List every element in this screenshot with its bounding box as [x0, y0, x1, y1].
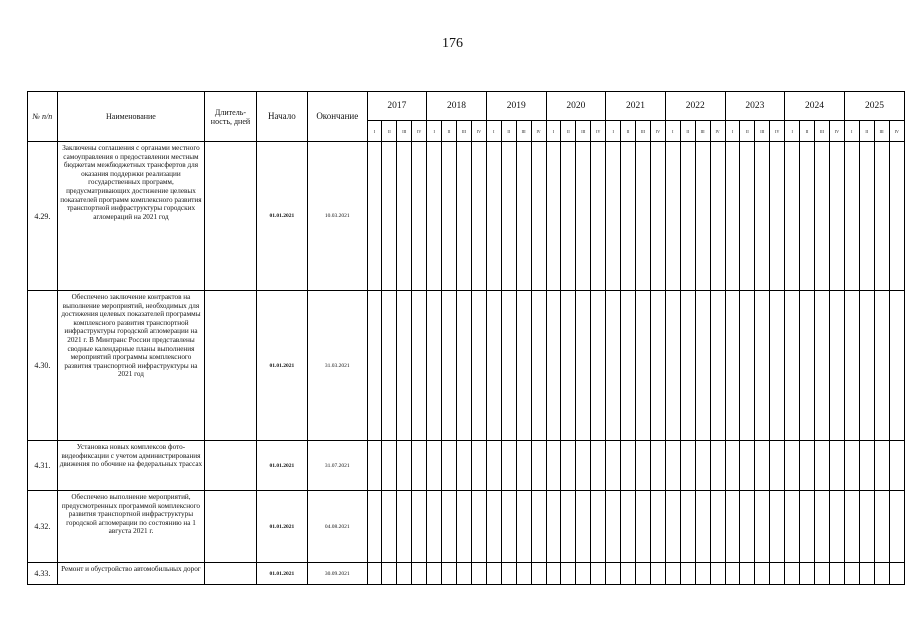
gantt-cell: [427, 563, 442, 585]
year-header: 2025: [844, 92, 904, 121]
gantt-cell: [635, 563, 650, 585]
gantt-cell: [456, 142, 471, 291]
row-number: 4.33.: [28, 563, 58, 585]
gantt-cell: [382, 142, 397, 291]
gantt-cell: [576, 441, 591, 491]
gantt-cell: [591, 491, 606, 563]
gantt-cell: [740, 491, 755, 563]
gantt-cell: [695, 291, 710, 441]
gantt-cell: [397, 441, 412, 491]
gantt-cell: [591, 441, 606, 491]
row-start-date: 01.01.2021: [256, 142, 307, 291]
header-duration: Длитель-ность, дней: [205, 92, 256, 142]
gantt-cell: [680, 491, 695, 563]
gantt-cell: [516, 491, 531, 563]
quarter-header: I: [427, 121, 442, 142]
gantt-cell: [606, 441, 621, 491]
gantt-cell: [695, 563, 710, 585]
gantt-cell: [397, 142, 412, 291]
gantt-cell: [680, 142, 695, 291]
year-header: 2023: [725, 92, 785, 121]
gantt-cell: [516, 563, 531, 585]
gantt-cell: [486, 491, 501, 563]
quarter-header: IV: [471, 121, 486, 142]
gantt-cell: [471, 291, 486, 441]
gantt-cell: [725, 563, 740, 585]
quarter-header: III: [695, 121, 710, 142]
page-number: 176: [442, 36, 463, 51]
row-name: Заключены соглашения с органами местного самоуправления о предоставлении местным бюджетам межбюджетных трансфертов для оказания поддержки реализации государственных программ, предусматривающих достижение целевых показателей программ комплексного развития транспортной инфраструктуры городских агломераций на 2021 год: [57, 142, 205, 291]
gantt-cell: [680, 291, 695, 441]
gantt-cell: [501, 291, 516, 441]
quarter-header: I: [844, 121, 859, 142]
gantt-cell: [650, 441, 665, 491]
gantt-cell: [755, 563, 770, 585]
gantt-cell: [755, 491, 770, 563]
gantt-cell: [755, 291, 770, 441]
gantt-cell: [382, 491, 397, 563]
gantt-cell: [755, 441, 770, 491]
gantt-cell: [859, 291, 874, 441]
gantt-cell: [427, 441, 442, 491]
quarter-header: IV: [412, 121, 427, 142]
gantt-cell: [412, 142, 427, 291]
gantt-cell: [561, 142, 576, 291]
gantt-cell: [427, 142, 442, 291]
gantt-cell: [621, 491, 636, 563]
gantt-cell: [874, 142, 889, 291]
quarter-header: II: [621, 121, 636, 142]
gantt-cell: [471, 142, 486, 291]
gantt-cell: [367, 563, 382, 585]
gantt-cell: [859, 142, 874, 291]
schedule-table: [27, 91, 905, 585]
header-name: Наименование: [57, 92, 205, 142]
gantt-cell: [367, 441, 382, 491]
gantt-cell: [621, 291, 636, 441]
row-end-date: 10.03.2021: [308, 142, 368, 291]
gantt-cell: [621, 563, 636, 585]
gantt-cell: [561, 291, 576, 441]
row-start-date: 01.01.2021: [256, 491, 307, 563]
gantt-cell: [889, 291, 904, 441]
gantt-cell: [800, 441, 815, 491]
quarter-header: IV: [889, 121, 904, 142]
quarter-header: IV: [531, 121, 546, 142]
gantt-cell: [710, 491, 725, 563]
gantt-cell: [829, 563, 844, 585]
row-name: Установка новых комплексов фото-видеофиксации с учетом администрирования движения по обочине на федеральных трассах: [57, 441, 205, 491]
gantt-cell: [546, 291, 561, 441]
gantt-cell: [740, 441, 755, 491]
quarter-header: III: [635, 121, 650, 142]
year-header: 2019: [486, 92, 546, 121]
gantt-cell: [770, 563, 785, 585]
gantt-cell: [486, 563, 501, 585]
gantt-cell: [516, 291, 531, 441]
gantt-cell: [829, 441, 844, 491]
gantt-cell: [382, 441, 397, 491]
gantt-cell: [829, 142, 844, 291]
gantt-cell: [397, 291, 412, 441]
gantt-cell: [382, 563, 397, 585]
gantt-cell: [815, 563, 830, 585]
gantt-cell: [531, 563, 546, 585]
gantt-cell: [591, 142, 606, 291]
gantt-cell: [546, 563, 561, 585]
gantt-cell: [412, 291, 427, 441]
gantt-cell: [800, 491, 815, 563]
quarter-header: IV: [591, 121, 606, 142]
gantt-cell: [621, 441, 636, 491]
gantt-cell: [889, 441, 904, 491]
gantt-cell: [785, 491, 800, 563]
gantt-cell: [740, 142, 755, 291]
gantt-cell: [650, 563, 665, 585]
gantt-cell: [456, 441, 471, 491]
gantt-cell: [785, 291, 800, 441]
header-num: № п/п: [28, 92, 58, 142]
gantt-cell: [561, 441, 576, 491]
gantt-cell: [635, 441, 650, 491]
gantt-cell: [471, 441, 486, 491]
row-number: 4.32.: [28, 491, 58, 563]
gantt-cell: [665, 491, 680, 563]
row-start-date: 01.01.2021: [256, 563, 307, 585]
gantt-cell: [516, 142, 531, 291]
gantt-cell: [725, 291, 740, 441]
row-start-date: 01.01.2021: [256, 441, 307, 491]
gantt-cell: [486, 441, 501, 491]
quarter-header: III: [755, 121, 770, 142]
gantt-cell: [382, 291, 397, 441]
row-duration: [205, 441, 256, 491]
quarter-header: II: [442, 121, 457, 142]
quarter-header: I: [367, 121, 382, 142]
gantt-cell: [412, 441, 427, 491]
gantt-cell: [576, 563, 591, 585]
gantt-cell: [770, 291, 785, 441]
gantt-cell: [606, 291, 621, 441]
gantt-cell: [442, 291, 457, 441]
year-header: 2018: [427, 92, 487, 121]
gantt-cell: [725, 142, 740, 291]
row-end-date: 31.03.2021: [308, 291, 368, 441]
quarter-header: III: [874, 121, 889, 142]
gantt-cell: [844, 291, 859, 441]
gantt-cell: [442, 142, 457, 291]
gantt-cell: [621, 142, 636, 291]
quarter-header: IV: [770, 121, 785, 142]
gantt-cell: [591, 291, 606, 441]
quarter-header: I: [725, 121, 740, 142]
row-duration: [205, 563, 256, 585]
quarter-header: I: [785, 121, 800, 142]
quarter-header: I: [486, 121, 501, 142]
gantt-cell: [725, 491, 740, 563]
gantt-cell: [367, 142, 382, 291]
quarter-header: II: [740, 121, 755, 142]
gantt-cell: [680, 441, 695, 491]
row-name: Обеспечено выполнение мероприятий, предусмотренных программой комплексного развития транспортной инфраструктуры городской агломерации по состоянию на 1 августа 2021 г.: [57, 491, 205, 563]
quarter-header: II: [680, 121, 695, 142]
quarter-header: I: [665, 121, 680, 142]
gantt-cell: [695, 441, 710, 491]
gantt-cell: [844, 563, 859, 585]
gantt-cell: [531, 142, 546, 291]
gantt-cell: [785, 563, 800, 585]
gantt-cell: [531, 291, 546, 441]
row-number: 4.30.: [28, 291, 58, 441]
table-row: [28, 563, 905, 585]
gantt-cell: [844, 142, 859, 291]
quarter-header: I: [606, 121, 621, 142]
header-end: Окончание: [308, 92, 368, 142]
gantt-cell: [829, 491, 844, 563]
gantt-cell: [576, 291, 591, 441]
gantt-cell: [606, 142, 621, 291]
row-number: 4.31.: [28, 441, 58, 491]
gantt-cell: [889, 491, 904, 563]
gantt-cell: [486, 142, 501, 291]
gantt-cell: [442, 563, 457, 585]
gantt-cell: [859, 441, 874, 491]
gantt-cell: [606, 563, 621, 585]
gantt-cell: [442, 491, 457, 563]
gantt-cell: [635, 491, 650, 563]
gantt-cell: [800, 291, 815, 441]
gantt-cell: [531, 491, 546, 563]
row-end-date: 31.07.2021: [308, 441, 368, 491]
gantt-cell: [531, 441, 546, 491]
gantt-cell: [546, 441, 561, 491]
gantt-cell: [785, 441, 800, 491]
gantt-cell: [710, 291, 725, 441]
gantt-cell: [800, 142, 815, 291]
gantt-cell: [471, 563, 486, 585]
gantt-cell: [635, 142, 650, 291]
gantt-cell: [740, 291, 755, 441]
gantt-cell: [785, 142, 800, 291]
gantt-cell: [874, 291, 889, 441]
quarter-header: III: [516, 121, 531, 142]
table-row: [28, 491, 905, 563]
year-header: 2022: [665, 92, 725, 121]
gantt-cell: [546, 142, 561, 291]
gantt-cell: [397, 563, 412, 585]
gantt-cell: [471, 491, 486, 563]
gantt-cell: [710, 441, 725, 491]
row-end-date: 04.08.2021: [308, 491, 368, 563]
gantt-cell: [889, 142, 904, 291]
quarter-header: III: [815, 121, 830, 142]
gantt-cell: [710, 563, 725, 585]
row-name: Обеспечено заключение контрактов на выполнение мероприятий, необходимых для достижения целевых показателей программы комплексного развития транспортной инфраструктуры городской агломерации на 2021 г. В Минтранс России представлены сводные календарные планы выполнения мероприятий программы комплексного развития транспортной инфраструктуры на 2021 год: [57, 291, 205, 441]
gantt-cell: [442, 441, 457, 491]
gantt-cell: [546, 491, 561, 563]
gantt-cell: [456, 291, 471, 441]
gantt-cell: [367, 291, 382, 441]
gantt-cell: [591, 563, 606, 585]
year-header: 2020: [546, 92, 606, 121]
gantt-cell: [844, 441, 859, 491]
table-row: [28, 142, 905, 291]
row-duration: [205, 291, 256, 441]
row-end-date: 30.09.2021: [308, 563, 368, 585]
year-header: 2021: [606, 92, 666, 121]
gantt-cell: [874, 441, 889, 491]
gantt-cell: [665, 441, 680, 491]
quarter-header: II: [561, 121, 576, 142]
gantt-cell: [412, 563, 427, 585]
row-name: Ремонт и обустройство автомобильных дорог: [57, 563, 205, 585]
table-row: [28, 441, 905, 491]
quarter-header: III: [397, 121, 412, 142]
header-start: Начало: [256, 92, 307, 142]
gantt-cell: [397, 491, 412, 563]
gantt-cell: [665, 142, 680, 291]
gantt-cell: [889, 563, 904, 585]
gantt-cell: [755, 142, 770, 291]
quarter-header: IV: [710, 121, 725, 142]
gantt-cell: [874, 563, 889, 585]
quarter-header: II: [501, 121, 516, 142]
quarter-header: I: [546, 121, 561, 142]
gantt-cell: [770, 491, 785, 563]
gantt-cell: [740, 563, 755, 585]
gantt-cell: [367, 491, 382, 563]
gantt-cell: [427, 491, 442, 563]
gantt-cell: [665, 563, 680, 585]
gantt-cell: [859, 563, 874, 585]
gantt-cell: [427, 291, 442, 441]
gantt-cell: [770, 441, 785, 491]
year-header: 2024: [785, 92, 845, 121]
quarter-header: II: [800, 121, 815, 142]
row-start-date: 01.01.2021: [256, 291, 307, 441]
quarter-header: III: [576, 121, 591, 142]
row-number: 4.29.: [28, 142, 58, 291]
gantt-cell: [650, 491, 665, 563]
quarter-header: II: [382, 121, 397, 142]
year-header: 2017: [367, 92, 427, 121]
gantt-cell: [725, 441, 740, 491]
gantt-cell: [815, 491, 830, 563]
row-duration: [205, 142, 256, 291]
gantt-cell: [650, 142, 665, 291]
header-row: [28, 92, 905, 121]
gantt-cell: [695, 142, 710, 291]
quarter-header: IV: [650, 121, 665, 142]
gantt-cell: [710, 142, 725, 291]
gantt-cell: [576, 491, 591, 563]
gantt-cell: [501, 491, 516, 563]
gantt-cell: [561, 563, 576, 585]
gantt-cell: [874, 491, 889, 563]
gantt-cell: [606, 491, 621, 563]
gantt-cell: [650, 291, 665, 441]
quarter-header: III: [456, 121, 471, 142]
gantt-cell: [576, 142, 591, 291]
gantt-cell: [456, 563, 471, 585]
quarter-header: IV: [829, 121, 844, 142]
gantt-cell: [456, 491, 471, 563]
gantt-cell: [561, 491, 576, 563]
gantt-cell: [516, 441, 531, 491]
row-duration: [205, 491, 256, 563]
gantt-cell: [501, 563, 516, 585]
gantt-cell: [635, 291, 650, 441]
gantt-cell: [501, 441, 516, 491]
gantt-cell: [412, 491, 427, 563]
gantt-cell: [770, 142, 785, 291]
gantt-cell: [815, 142, 830, 291]
gantt-cell: [486, 291, 501, 441]
gantt-cell: [665, 291, 680, 441]
gantt-cell: [815, 441, 830, 491]
gantt-cell: [844, 491, 859, 563]
gantt-cell: [695, 491, 710, 563]
table-row: [28, 291, 905, 441]
quarter-header: II: [859, 121, 874, 142]
gantt-cell: [859, 491, 874, 563]
gantt-cell: [829, 291, 844, 441]
gantt-cell: [800, 563, 815, 585]
gantt-cell: [501, 142, 516, 291]
gantt-cell: [680, 563, 695, 585]
gantt-cell: [815, 291, 830, 441]
